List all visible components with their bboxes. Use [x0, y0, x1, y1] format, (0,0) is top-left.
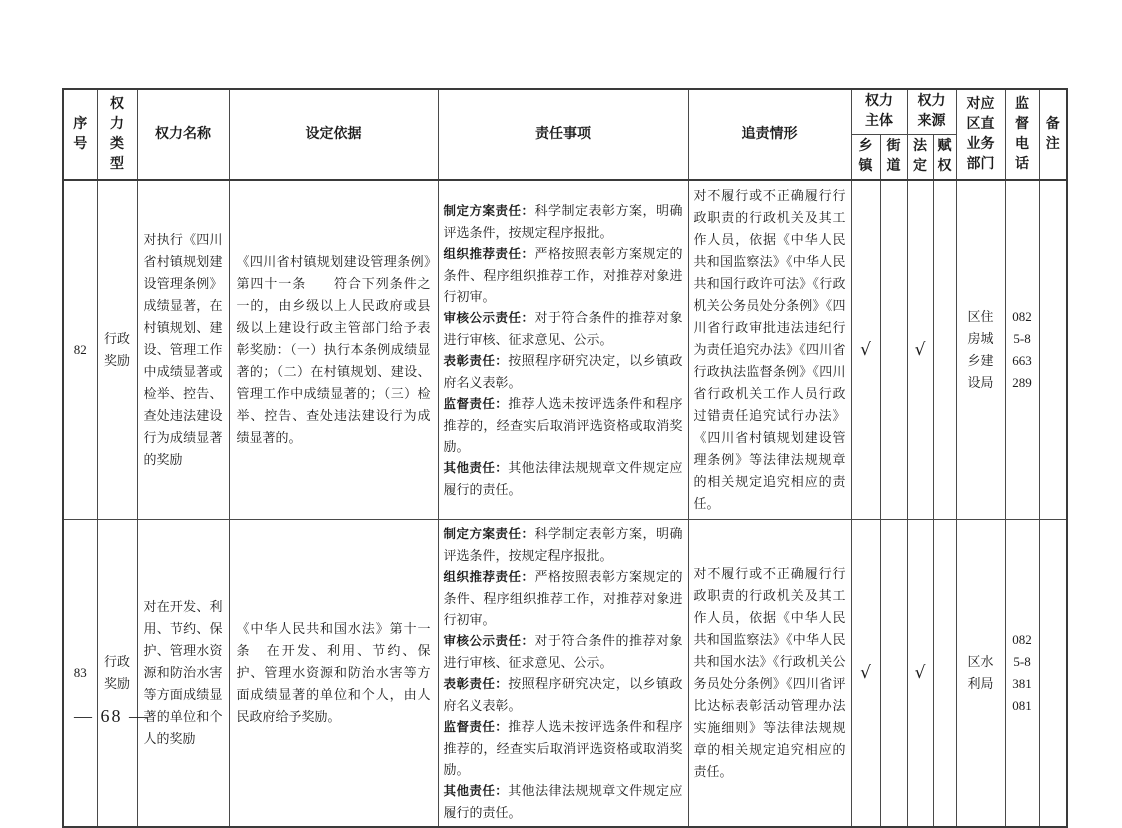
cell-seq: 83	[63, 520, 97, 828]
cell-department: 区水利局	[956, 520, 1005, 828]
cell-statutory-check: √	[907, 180, 933, 520]
col-header-power-name: 权力名称	[137, 89, 229, 180]
duty-item: 其他责任：其他法律法规规章文件规定应履行的责任。	[443, 783, 683, 820]
col-header-power-subject: 权力主体	[851, 89, 907, 135]
duty-item: 监督责任：推荐人选未按评选条件和程序推荐的，经查实后取消评选资格或取消奖励。	[443, 396, 683, 454]
duty-item: 其他责任：其他法律法规规章文件规定应履行的责任。	[443, 460, 683, 497]
duty-item: 监督责任：推荐人选未按评选条件和程序推荐的，经查实后取消评选资格或取消奖励。	[443, 719, 683, 777]
table-row	[63, 180, 1067, 520]
cell-power-name: 对在开发、利用、节约、保护、管理水资源和防治水害等方面成绩显著的单位和个人的奖励	[137, 520, 229, 828]
cell-seq: 82	[63, 180, 97, 520]
col-header-remarks: 备注	[1039, 89, 1067, 180]
col-header-basis: 设定依据	[229, 89, 438, 180]
duty-item: 表彰责任：按照程序研究决定，以乡镇政府名义表彰。	[443, 353, 683, 390]
cell-duties	[438, 520, 688, 828]
col-header-power-type: 权力类型	[97, 89, 137, 180]
cell-remarks	[1039, 180, 1067, 520]
cell-accountability: 对不履行或不正确履行行政职责的行政机关及其工作人员，依据《中华人民共和国监察法》《中华人民共和国水法》《行政机关公务员处分条例》《四川省评比达标表彰活动管理办法实施细则》等法律法规规章的相关规定追究相应的责任。	[688, 520, 851, 828]
col-header-phone: 监督电话	[1005, 89, 1039, 180]
power-list-table	[62, 88, 1068, 828]
col-header-township: 乡镇	[851, 135, 880, 181]
cell-phone: 0825-8663289	[1005, 180, 1039, 520]
duty-item: 审核公示责任：对于符合条件的推荐对象进行审核、征求意见、公示。	[443, 310, 683, 347]
duty-item: 组织推荐责任：严格按照表彰方案规定的条件、程序组织推荐工作，对推荐对象进行初审。	[443, 569, 683, 627]
cell-phone: 0825-8381081	[1005, 520, 1039, 828]
cell-basis: 《四川省村镇规划建设管理条例》第四十一条 符合下列条件之一的，由乡级以上人民政府或县级以上建设行政主管部门给予表彰奖励：（一）执行本条例成绩显著的；（二）在村镇规划、建设、管理工作中成绩显著的；（三）检举、控告、查处违法建设行为成绩显著的。	[229, 180, 438, 520]
col-header-power-source: 权力来源	[907, 89, 956, 135]
cell-power-type: 行政奖励	[97, 180, 137, 520]
col-header-statutory: 法定	[907, 135, 933, 181]
col-header-department: 对应区直业务部门	[956, 89, 1005, 180]
cell-basis: 《中华人民共和国水法》第十一条 在开发、利用、节约、保护、管理水资源和防治水害等方面成绩显著的单位和个人，由人民政府给予奖励。	[229, 520, 438, 828]
cell-delegated-check	[933, 520, 956, 828]
duty-item: 组织推荐责任：严格按照表彰方案规定的条件、程序组织推荐工作，对推荐对象进行初审。	[443, 246, 683, 304]
col-header-street: 街道	[880, 135, 907, 181]
col-header-seq: 序号	[63, 89, 97, 180]
cell-township-check: √	[851, 180, 880, 520]
col-header-accountability: 追责情形	[688, 89, 851, 180]
cell-duties	[438, 180, 688, 520]
cell-delegated-check	[933, 180, 956, 520]
duty-item: 表彰责任：按照程序研究决定，以乡镇政府名义表彰。	[443, 676, 683, 713]
cell-power-type: 行政奖励	[97, 520, 137, 828]
cell-remarks	[1039, 520, 1067, 828]
cell-township-check: √	[851, 520, 880, 828]
duty-item: 制定方案责任：科学制定表彰方案，明确评选条件，按规定程序报批。	[443, 203, 683, 240]
col-header-delegated: 赋权	[933, 135, 956, 181]
table-header	[63, 89, 1067, 180]
duty-item: 审核公示责任：对于符合条件的推荐对象进行审核、征求意见、公示。	[443, 633, 683, 670]
cell-street-check	[880, 180, 907, 520]
col-header-duties: 责任事项	[438, 89, 688, 180]
header-row-1	[63, 89, 1067, 135]
duty-item: 制定方案责任：科学制定表彰方案，明确评选条件，按规定程序报批。	[443, 526, 683, 563]
cell-accountability: 对不履行或不正确履行行政职责的行政机关及其工作人员，依据《中华人民共和国监察法》《中华人民共和国行政许可法》《行政机关公务员处分条例》《四川省行政审批违法违纪行为责任追究办法》《四川省行政执法监督条例》《四川省行政机关工作人员行政过错责任追究试行办法》《四川省村镇规划建设管理条例》等法律法规规章的相关规定追究相应的责任。	[688, 180, 851, 520]
cell-statutory-check: √	[907, 520, 933, 828]
table-row	[63, 520, 1067, 828]
cell-department: 区住房城乡建设局	[956, 180, 1005, 520]
cell-power-name: 对执行《四川省村镇规划建设管理条例》成绩显著，在村镇规划、建设、管理工作中成绩显著或检举、控告、查处违法建设行为成绩显著的奖励	[137, 180, 229, 520]
cell-street-check	[880, 520, 907, 828]
page-number: — 68 —	[74, 706, 149, 726]
